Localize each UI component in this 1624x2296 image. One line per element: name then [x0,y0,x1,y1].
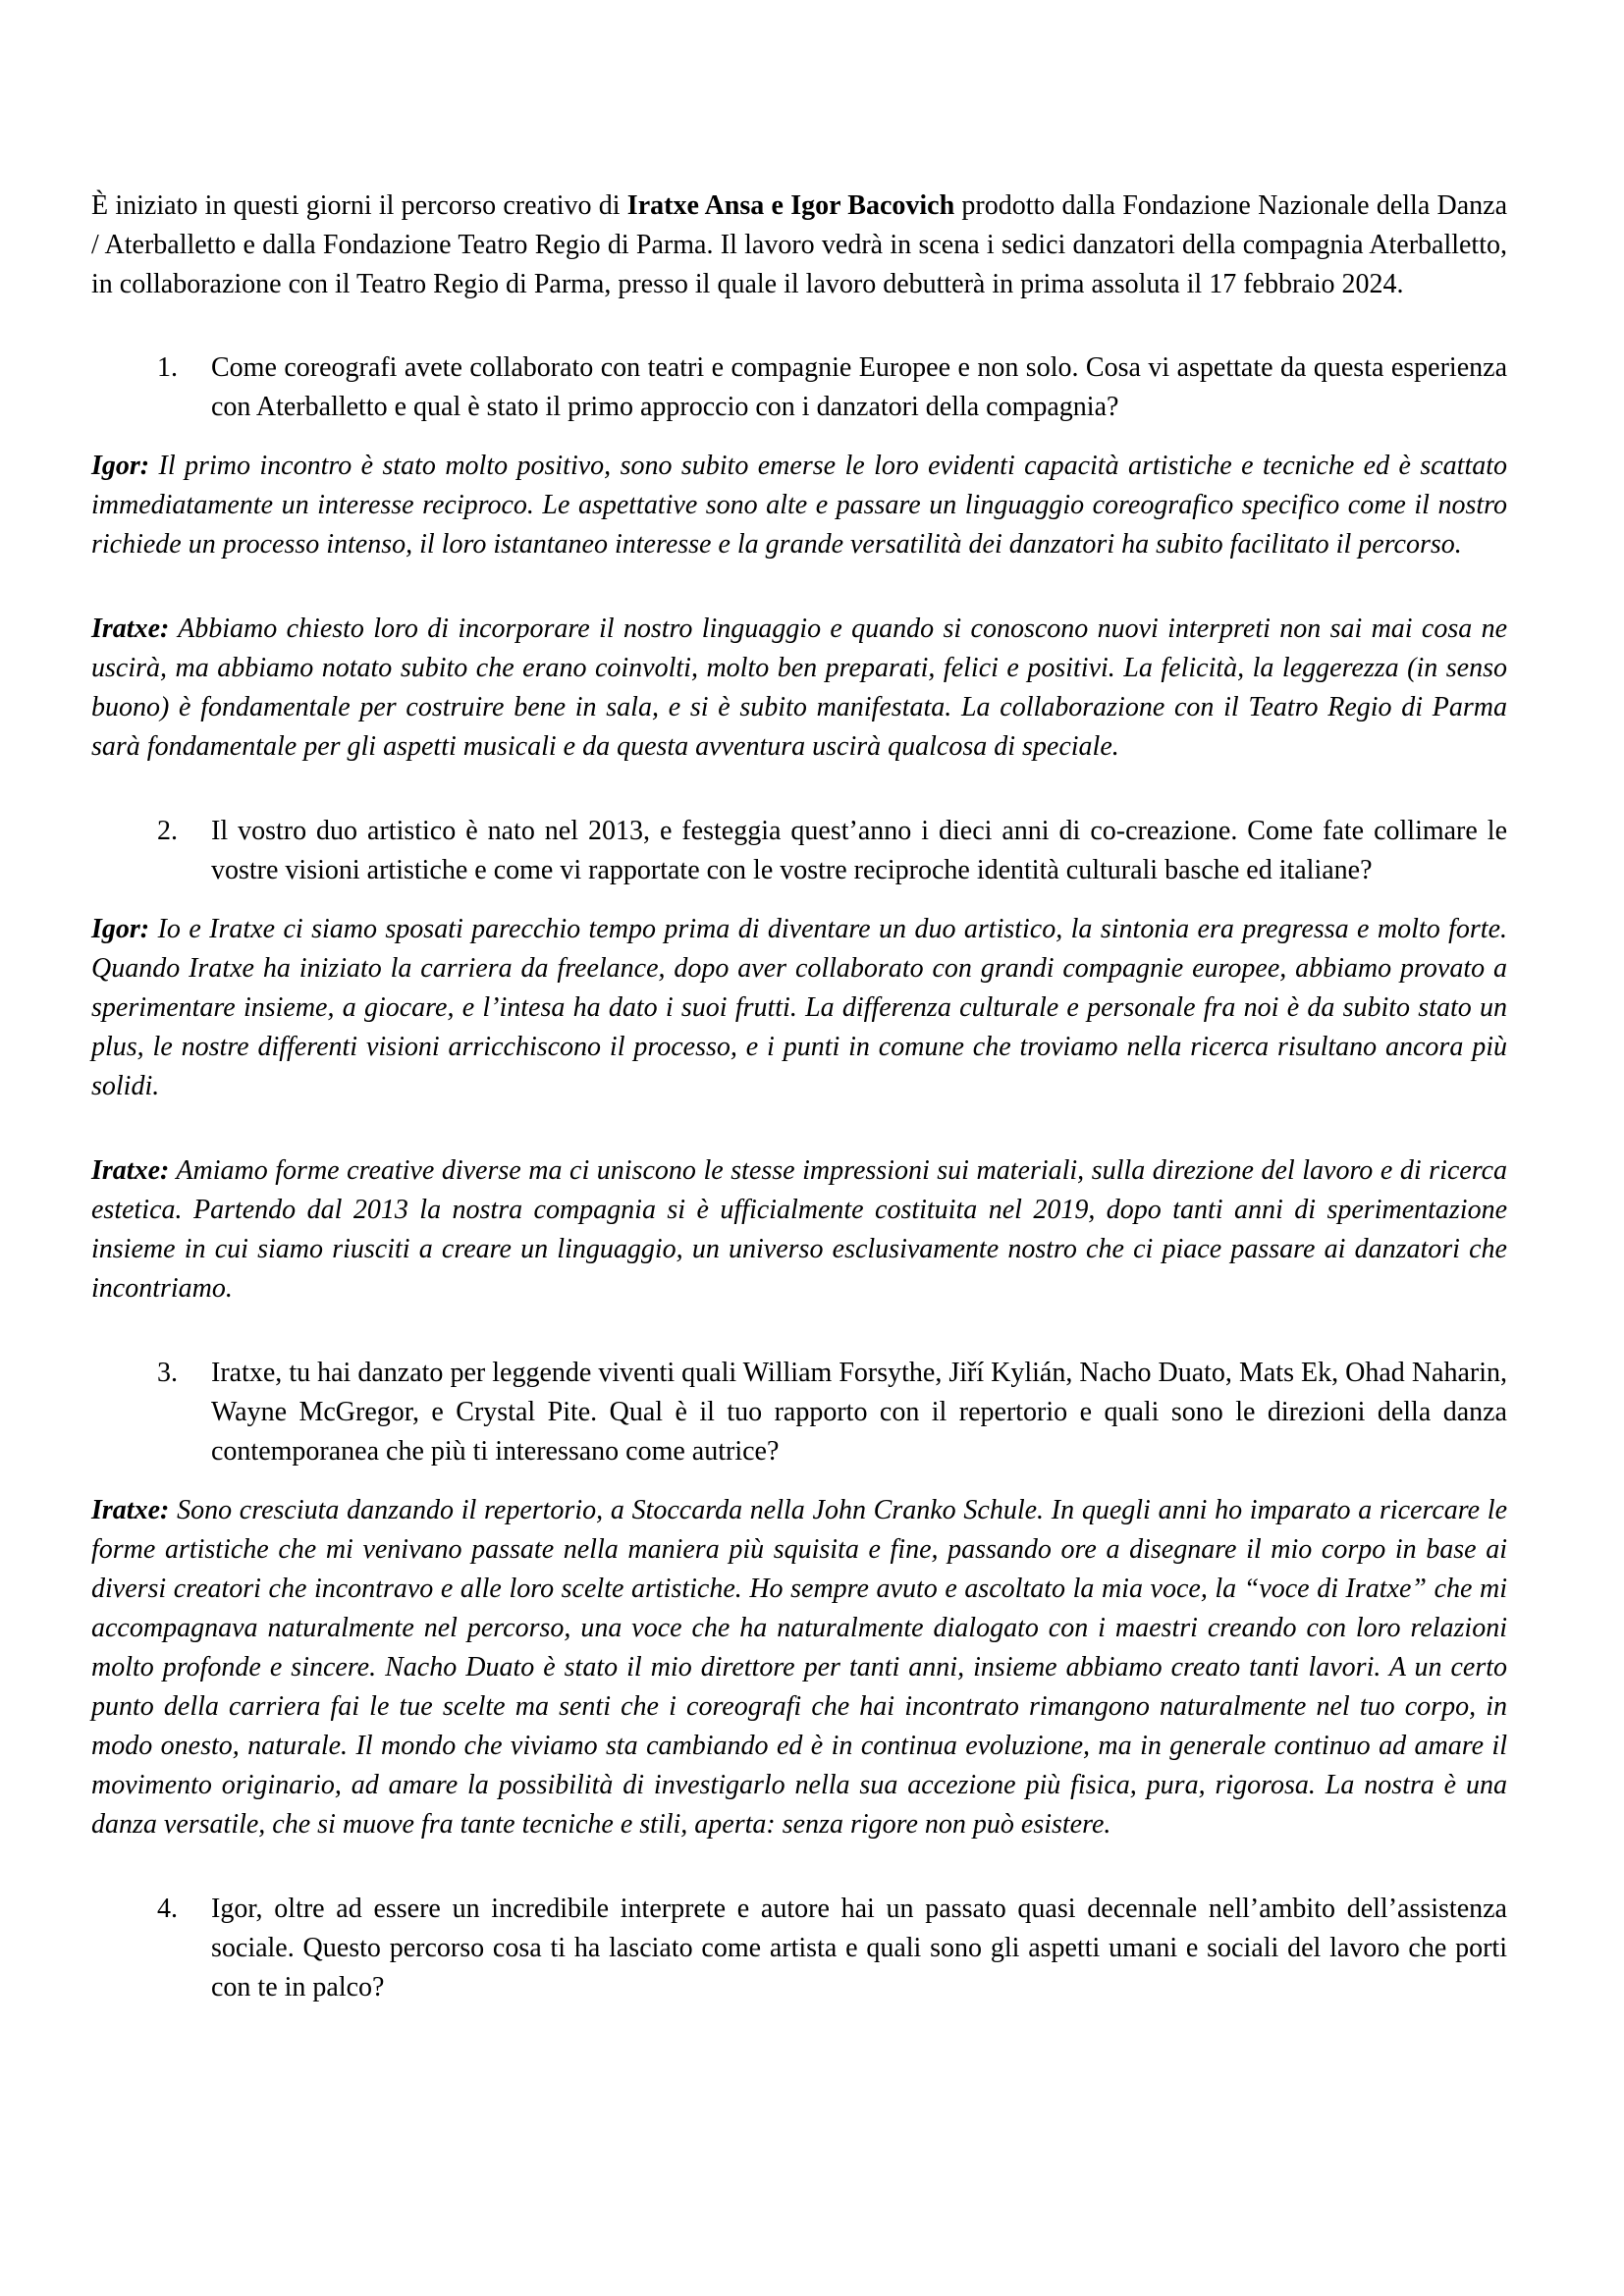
intro-names-bold: Iratxe Ansa e Igor Bacovich [626,190,955,221]
speaker-name: Igor: [91,914,150,944]
answer-iratxe-1 [91,610,1507,767]
question-item-1 [91,348,1507,427]
intro-text-pre: È iniziato in questi giorni il percorso creativo di [91,190,627,221]
question-number: 2. [157,816,178,846]
question-text: Igor, oltre ad essere un incredibile interprete e autore hai un passato quasi decennale nell’ambito dell’assistenza sociale. Questo percorso cosa ti ha lasciato come artista e quali sono gli aspetti umani e sociali del lavoro che porti con te in palco? [211,1894,1507,2002]
question-item-3 [91,1354,1507,1471]
intro-paragraph [91,187,1507,304]
intro-text-post: prodotto dalla Fondazione Nazionale della Danza / Aterballetto e dalla Fondazione Teatro Regio di Parma. Il lavoro vedrà in scena i sedici danzatori della compagnia Aterballetto, in collaborazione con il Teatro Regio di Parma, presso il quale il lavoro debutterà in prima assoluta il 17 febbraio 2024. [91,190,1508,299]
answer-text: Sono cresciuta danzando il repertorio, a Stoccarda nella John Cranko Schule. In quegli anni ho imparato a ricercare le forme artistiche che mi venivano passate nella maniera più squisita e fine, passando ore a disegnare il mio corpo in base ai diversi creatori che incontravo e alle loro scelte artistiche. Ho sempre avuto e ascoltato la mia voce, la “voce di Iratxe” che mi accompagnava naturalmente nel percorso, una voce che ha naturalmente dialogato con i maestri creando con loro relazioni molto profonde e sincere. Nacho Duato è stato il mio direttore per tanti anni, insieme abbiamo creato tanti lavori. A un certo punto della carriera fai le tue scelte ma senti che i coreografi che hai incontrato rimangono naturalmente nel tuo corpo, in modo onesto, naturale. Il mondo che viviamo sta cambiando ed è in continua evoluzione, ma in generale continuo ad amare il movimento originario, ad amare la possibilità di investigarlo nella sua accezione più fisica, pura, rigorosa. La nostra è una danza versatile, che si muove fra tante tecniche e stili, aperta: senza rigore non può esistere. [91,1495,1507,1840]
question-item-4 [91,1890,1507,2007]
answer-text: Amiamo forme creative diverse ma ci uniscono le stesse impressioni sui materiali, sulla direzione del lavoro e di ricerca estetica. Partendo dal 2013 la nostra compagnia si è ufficialmente costituita nel 2019, dopo tanti anni di sperimentazione insieme in cui siamo riusciti a creare un linguaggio, un universo esclusivamente nostro che ci piace passare ai danzatori che incontriamo. [91,1155,1507,1304]
answer-text: Io e Iratxe ci siamo sposati parecchio tempo prima di diventare un duo artistico, la sintonia era pregressa e molto forte. Quando Iratxe ha iniziato la carriera da freelance, dopo aver collaborato con grandi compagnie europee, abbiamo provato a sperimentare insieme, a giocare, e l’intesa ha dato i suoi frutti. La differenza culturale e personale fra noi è da subito stato un plus, le nostre differenti visioni arricchiscono il processo, e i punti in comune che troviamo nella ricerca risultano ancora più solidi. [91,914,1508,1101]
answer-iratxe-3 [91,1491,1507,1844]
question-number: 1. [157,352,178,383]
answer-igor-2 [91,910,1507,1106]
speaker-name: Iratxe: [91,1155,170,1186]
answer-iratxe-2 [91,1151,1507,1308]
speaker-name: Iratxe: [91,1495,170,1525]
question-text: Iratxe, tu hai danzato per leggende viventi quali William Forsythe, Jiří Kylián, Nacho Duato, Mats Ek, Ohad Naharin, Wayne McGregor, e Crystal Pite. Qual è il tuo rapporto con il repertorio e quali sono le direzioni della danza contemporanea che più ti interessano come autrice? [211,1358,1507,1467]
question-number: 3. [157,1358,178,1388]
question-text: Il vostro duo artistico è nato nel 2013, e festeggia quest’anno i dieci anni di co-creazione. Come fate collimare le vostre visioni artistiche e come vi rapportate con le vostre reciproche identità culturali basche ed italiane? [211,816,1507,885]
question-number: 4. [157,1894,178,1924]
answer-text: Abbiamo chiesto loro di incorporare il nostro linguaggio e quando si conoscono nuovi interpreti non sai mai cosa ne uscirà, ma abbiamo notato subito che erano coinvolti, molto ben preparati, felici e positivi. La felicità, la leggerezza (in senso buono) è fondamentale per costruire bene in sala, e si è subito manifestata. La collaborazione con il Teatro Regio di Parma sarà fondamentale per gli aspetti musicali e da questa avventura uscirà qualcosa di speciale. [91,614,1508,762]
question-item-2 [91,812,1507,890]
question-text: Come coreografi avete collaborato con teatri e compagnie Europee e non solo. Cosa vi aspettate da questa esperienza con Aterballetto e qual è stato il primo approccio con i danzatori della compagnia? [211,352,1507,422]
answer-text: Il primo incontro è stato molto positivo, sono subito emerse le loro evidenti capacità artistiche e tecniche ed è scattato immediatamente un interesse reciproco. Le aspettative sono alte e passare un linguaggio coreografico specifico come il nostro richiede un processo intenso, il loro istantaneo interesse e la grande versatilità dei danzatori ha subito facilitato il percorso. [91,451,1508,560]
speaker-name: Iratxe: [91,614,170,644]
speaker-name: Igor: [91,451,150,481]
answer-igor-1 [91,447,1507,564]
